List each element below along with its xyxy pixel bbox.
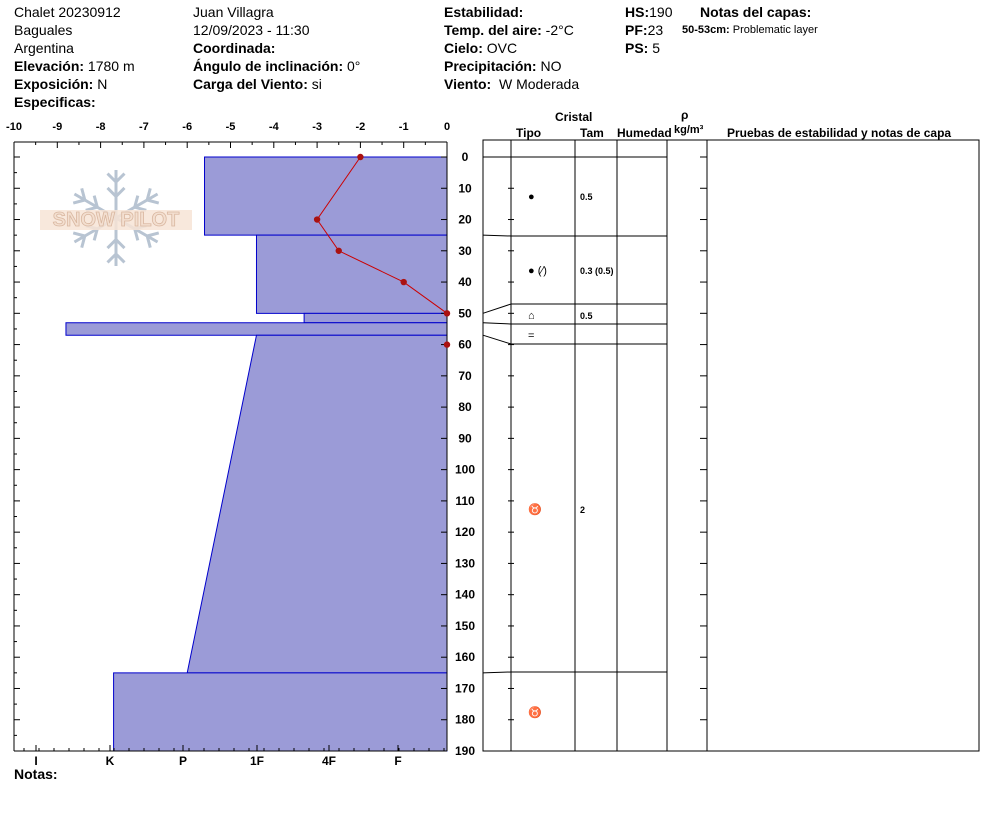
hardness-tick-label: 4F bbox=[321, 754, 337, 768]
temperature-point bbox=[444, 310, 450, 316]
depth-tick-label: 80 bbox=[458, 400, 472, 415]
depth-tick-label: 20 bbox=[458, 212, 472, 227]
temp-tick-label: -1 bbox=[398, 121, 409, 133]
layer-notes-label-text: Notas del capas: bbox=[700, 4, 812, 20]
grain-type-symbol: ♉ bbox=[528, 504, 542, 516]
depth-tick-label: 100 bbox=[454, 462, 476, 477]
hs-label: HS: bbox=[625, 4, 650, 20]
notes-label: Notas: bbox=[14, 766, 58, 782]
elevation-value: 1780 m bbox=[87, 58, 135, 74]
layer-note-text: Problematic layer bbox=[732, 24, 818, 36]
col-crystal: Cristal bbox=[555, 110, 593, 124]
aspect-label: Exposición: bbox=[14, 76, 94, 92]
temperature-point bbox=[444, 341, 450, 347]
wind-load-label: Carga del Viento: bbox=[193, 76, 308, 92]
layer-note-depth: 50-53cm: bbox=[682, 24, 730, 36]
wind-label: Viento: bbox=[444, 76, 492, 92]
snowpilot-watermark bbox=[40, 170, 192, 266]
depth-tick-label: 150 bbox=[454, 618, 476, 633]
grain-size-value: 0.5 bbox=[580, 192, 593, 202]
grain-size-value: 0.3 (0.5) bbox=[580, 266, 614, 276]
depth-tick-label: 180 bbox=[454, 712, 476, 727]
layer-table bbox=[483, 140, 979, 751]
sky-label: Cielo: bbox=[444, 40, 483, 56]
slope-label: Ángulo de inclinación: bbox=[193, 58, 344, 74]
depth-tick-label: 40 bbox=[458, 275, 472, 290]
col-type: Tipo bbox=[516, 126, 542, 140]
ps-value: 5 bbox=[652, 40, 661, 56]
col-rho: ρ bbox=[681, 108, 689, 122]
depth-tick-label: 70 bbox=[458, 368, 472, 383]
hardness-layer bbox=[205, 157, 447, 235]
col-moisture: Humedad bbox=[617, 126, 672, 140]
depth-tick-label: 130 bbox=[454, 556, 476, 571]
temp-tick-label: -10 bbox=[6, 121, 22, 133]
hs-value: 190 bbox=[649, 4, 673, 20]
grain-type-symbol: ● (⁄) bbox=[528, 265, 547, 277]
air-temp-value: -2°C bbox=[545, 22, 574, 38]
wind-load-value: si bbox=[311, 76, 322, 92]
grain-type-symbol: = bbox=[528, 330, 535, 342]
air-temp-label: Temp. del aire: bbox=[444, 22, 542, 38]
depth-tick-label: 0 bbox=[461, 150, 469, 164]
hardness-tick-label: I bbox=[34, 754, 38, 768]
hardness-tick-label: K bbox=[105, 754, 115, 768]
hardness-tick-label: P bbox=[178, 754, 188, 768]
coord-label: Coordinada: bbox=[193, 40, 276, 56]
watermark-text: SNOW PILOT bbox=[52, 209, 180, 231]
depth-tick-label: 50 bbox=[458, 306, 472, 321]
temperature-point bbox=[401, 279, 407, 285]
snowflake-branch bbox=[73, 233, 85, 236]
depth-tick-label: 120 bbox=[454, 525, 476, 540]
temp-tick-label: -8 bbox=[95, 121, 106, 133]
aspect-value: N bbox=[97, 76, 108, 92]
datetime: 12/09/2023 - 11:30 bbox=[193, 22, 310, 38]
depth-tick-label: 30 bbox=[458, 243, 472, 258]
temp-tick-label: -5 bbox=[225, 121, 236, 133]
precip-value: NO bbox=[540, 58, 562, 74]
temperature-point bbox=[357, 154, 363, 160]
hardness-tick-label: 1F bbox=[249, 754, 265, 768]
depth-tick-label: 170 bbox=[454, 681, 476, 696]
hardness-layer bbox=[114, 673, 447, 751]
sky-value: OVC bbox=[486, 40, 518, 56]
temp-tick-label: -6 bbox=[182, 121, 193, 133]
grain-size-value: 2 bbox=[580, 505, 586, 515]
stability-label: Estabilidad: bbox=[444, 4, 524, 20]
country: Argentina bbox=[14, 40, 74, 56]
temp-tick-label: 0 bbox=[443, 121, 451, 133]
ps-label: PS: bbox=[625, 40, 649, 56]
precip-label: Precipitación: bbox=[444, 58, 537, 74]
observer: Juan Villagra bbox=[193, 4, 274, 20]
pf-value: 23 bbox=[647, 22, 664, 38]
site-name: Chalet 20230912 bbox=[14, 4, 121, 20]
snowflake-branch bbox=[147, 200, 159, 203]
grain-type-symbol: ♉ bbox=[528, 707, 542, 719]
depth-tick-label: 190 bbox=[454, 744, 476, 758]
temp-tick-label: -9 bbox=[52, 121, 63, 133]
grain-type-symbol: ⌂ bbox=[528, 310, 535, 322]
col-size: Tam bbox=[580, 126, 604, 140]
hardness-tick-label: F bbox=[394, 754, 402, 768]
temperature-point bbox=[314, 216, 320, 222]
depth-tick-label: 90 bbox=[458, 431, 472, 446]
specifics-label: Especificas: bbox=[14, 94, 96, 110]
pf-label: PF: bbox=[625, 22, 648, 38]
elevation-label: Elevación: bbox=[14, 58, 85, 74]
hardness-layer bbox=[304, 313, 447, 322]
grain-size-value: 0.5 bbox=[580, 311, 593, 321]
depth-tick-label: 60 bbox=[458, 337, 472, 352]
depth-tick-label: 140 bbox=[454, 587, 476, 602]
temp-tick-label: -3 bbox=[312, 121, 322, 133]
col-tests: Pruebas de estabilidad y notas de capa bbox=[727, 126, 952, 140]
snowflake-branch bbox=[147, 233, 159, 236]
depth-tick-label: 160 bbox=[454, 650, 476, 665]
snowflake-branch bbox=[73, 200, 85, 203]
location: Baguales bbox=[14, 22, 73, 38]
wind-value: W Moderada bbox=[498, 76, 580, 92]
col-density-unit: kg/m³ bbox=[674, 124, 704, 136]
hardness-layer bbox=[256, 235, 447, 313]
temp-tick-label: -4 bbox=[268, 121, 279, 133]
hardness-layer bbox=[187, 335, 447, 673]
slope-value: 0° bbox=[347, 58, 361, 74]
table-frame bbox=[483, 140, 979, 751]
grain-type-symbol: ● bbox=[528, 191, 535, 203]
depth-tick-label: 10 bbox=[458, 181, 472, 196]
temp-tick-label: -7 bbox=[139, 121, 149, 133]
temperature-point bbox=[336, 248, 342, 254]
hardness-layer bbox=[66, 323, 447, 336]
depth-tick-label: 110 bbox=[455, 493, 475, 508]
temp-tick-label: -2 bbox=[355, 121, 366, 133]
